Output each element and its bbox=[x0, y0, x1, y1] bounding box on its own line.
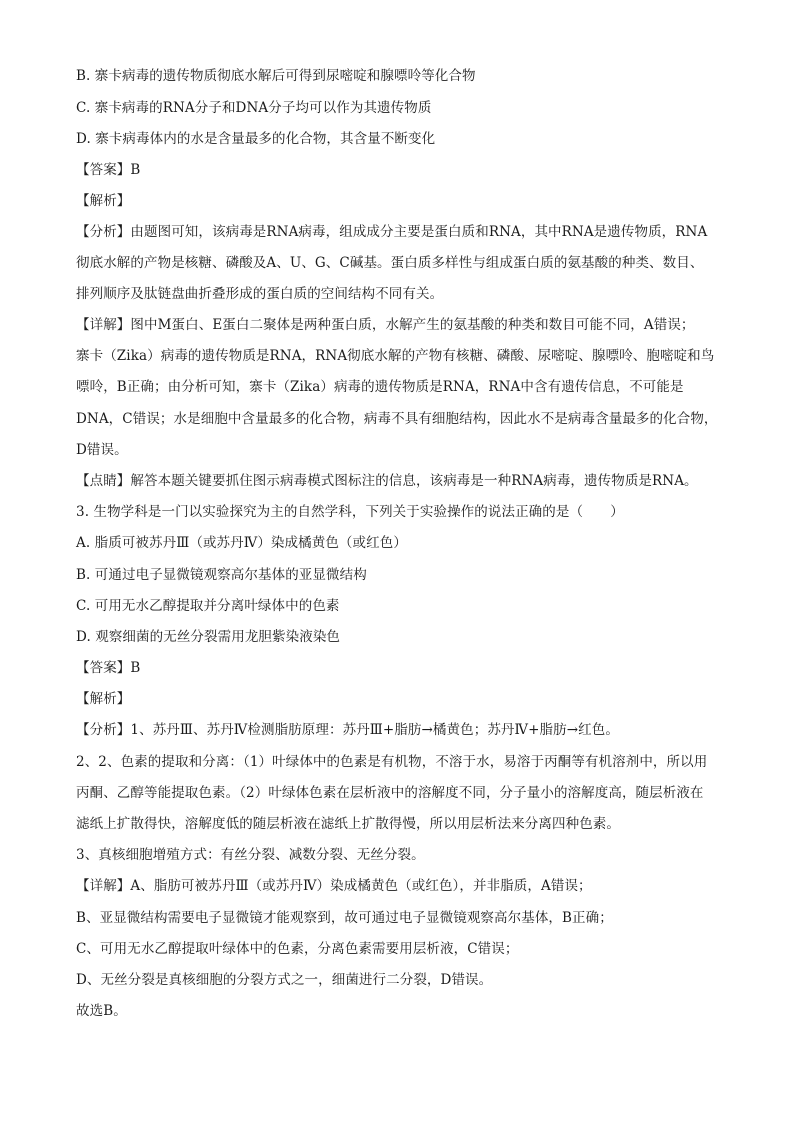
option-d-q2: D. 寨卡病毒体内的水是含量最多的化合物，其含量不断变化 bbox=[76, 131, 436, 147]
option-b-q2: B. 寨卡病毒的遗传物质彻底水解后可得到尿嘧啶和腺嘌呤等化合物 bbox=[76, 68, 476, 84]
conclusion-q3: 故选B。 bbox=[76, 1003, 127, 1019]
analysis-q3-line1: 【分析】1、苏丹Ⅲ、苏丹Ⅳ检测脂肪原理：苏丹Ⅲ+脂肪→橘黄色；苏丹Ⅳ+脂肪→红色。 bbox=[76, 722, 619, 738]
option-c-q2: C. 寨卡病毒的RNA分子和DNA分子均可以作为其遗传物质 bbox=[76, 100, 432, 116]
option-a-q3: A. 脂质可被苏丹Ⅲ（或苏丹Ⅳ）染成橘黄色（或红色） bbox=[76, 535, 407, 551]
analysis-q3-line5: 3、真核细胞增殖方式：有丝分裂、减数分裂、无丝分裂。 bbox=[76, 847, 425, 863]
analysis-q3-line3: 丙酮、乙醇等能提取色素。（2）叶绿体色素在层析液中的溶解度不同，分子量小的溶解度高，随层析液在 bbox=[76, 785, 704, 801]
detail-q2-line5: D错误。 bbox=[76, 442, 128, 458]
explanation-heading-q2: 【解析】 bbox=[76, 193, 131, 209]
analysis-q3-line4: 滤纸上扩散得快，溶解度低的随层析液在滤纸上扩散得慢，所以用层析法来分离四种色素。 bbox=[76, 816, 620, 832]
analysis-q2-line3: 排列顺序及肽链盘曲折叠形成的蛋白质的空间结构不同有关。 bbox=[76, 286, 444, 302]
detail-q3-line3: C、可用无水乙醇提取叶绿体中的色素，分离色素需要用层析液，C错误； bbox=[76, 941, 519, 957]
detail-q3-line2: B、亚显微结构需要电子显微镜才能观察到，故可通过电子显微镜观察高尔基体，B正确； bbox=[76, 910, 613, 926]
option-c-q3: C. 可用无水乙醇提取并分离叶绿体中的色素 bbox=[76, 598, 340, 614]
analysis-q2-line1: 【分析】由题图可知，该病毒是RNA病毒，组成成分主要是蛋白质和RNA，其中RNA是遗传物质，RNA bbox=[76, 224, 708, 240]
analysis-q3-line2: 2、2、色素的提取和分离：（1）叶绿体中的色素是有机物，不溶于水，易溶于丙酮等有机溶剂中，所以用 bbox=[76, 754, 708, 770]
option-d-q3: D. 观察细菌的无丝分裂需用龙胆紫染液染色 bbox=[76, 629, 341, 645]
option-b-q3: B. 可通过电子显微镜观察高尔基体的亚显微结构 bbox=[76, 567, 367, 583]
detail-q2-line3: 嘌呤，B正确；由分析可知，寨卡（Zika）病毒的遗传物质是RNA，RNA中含有遗传信息，不可能是 bbox=[76, 379, 684, 395]
answer-q2: 【答案】B bbox=[76, 162, 141, 178]
detail-q2-line1: 【详解】图中M蛋白、E蛋白二聚体是两种蛋白质，水解产生的氨基酸的种类和数目可能不同，A错误； bbox=[76, 317, 695, 333]
detail-q3-line4: D、无丝分裂是真核细胞的分裂方式之一，细菌进行二分裂，D错误。 bbox=[76, 972, 493, 988]
detail-q3-line1: 【详解】A、脂肪可被苏丹Ⅲ（或苏丹Ⅳ）染成橘黄色（或红色），并非脂质，A错误； bbox=[76, 878, 592, 894]
question-3: 3. 生物学科是一门以实验探究为主的自然学科，下列关于实验操作的说法正确的是（ ） bbox=[76, 504, 624, 520]
key-point-q2: 【点睛】解答本题关键要抓住图示病毒模式图标注的信息，该病毒是一种RNA病毒，遗传物质是RNA。 bbox=[76, 473, 698, 489]
answer-q3: 【答案】B bbox=[76, 660, 141, 676]
analysis-q2-line2: 彻底水解的产物是核糖、磷酸及A、U、G、C碱基。蛋白质多样性与组成蛋白质的氨基酸的种类、数目、 bbox=[76, 255, 704, 271]
explanation-heading-q3: 【解析】 bbox=[76, 691, 131, 707]
detail-q2-line4: DNA，C错误；水是细胞中含量最多的化合物，病毒不具有细胞结构，因此水不是病毒含量最多的化合物， bbox=[76, 411, 718, 427]
detail-q2-line2: 寨卡（Zika）病毒的遗传物质是RNA，RNA彻底水解的产物有核糖、磷酸、尿嘧啶、腺嘌呤、胞嘧啶和鸟 bbox=[76, 348, 715, 364]
